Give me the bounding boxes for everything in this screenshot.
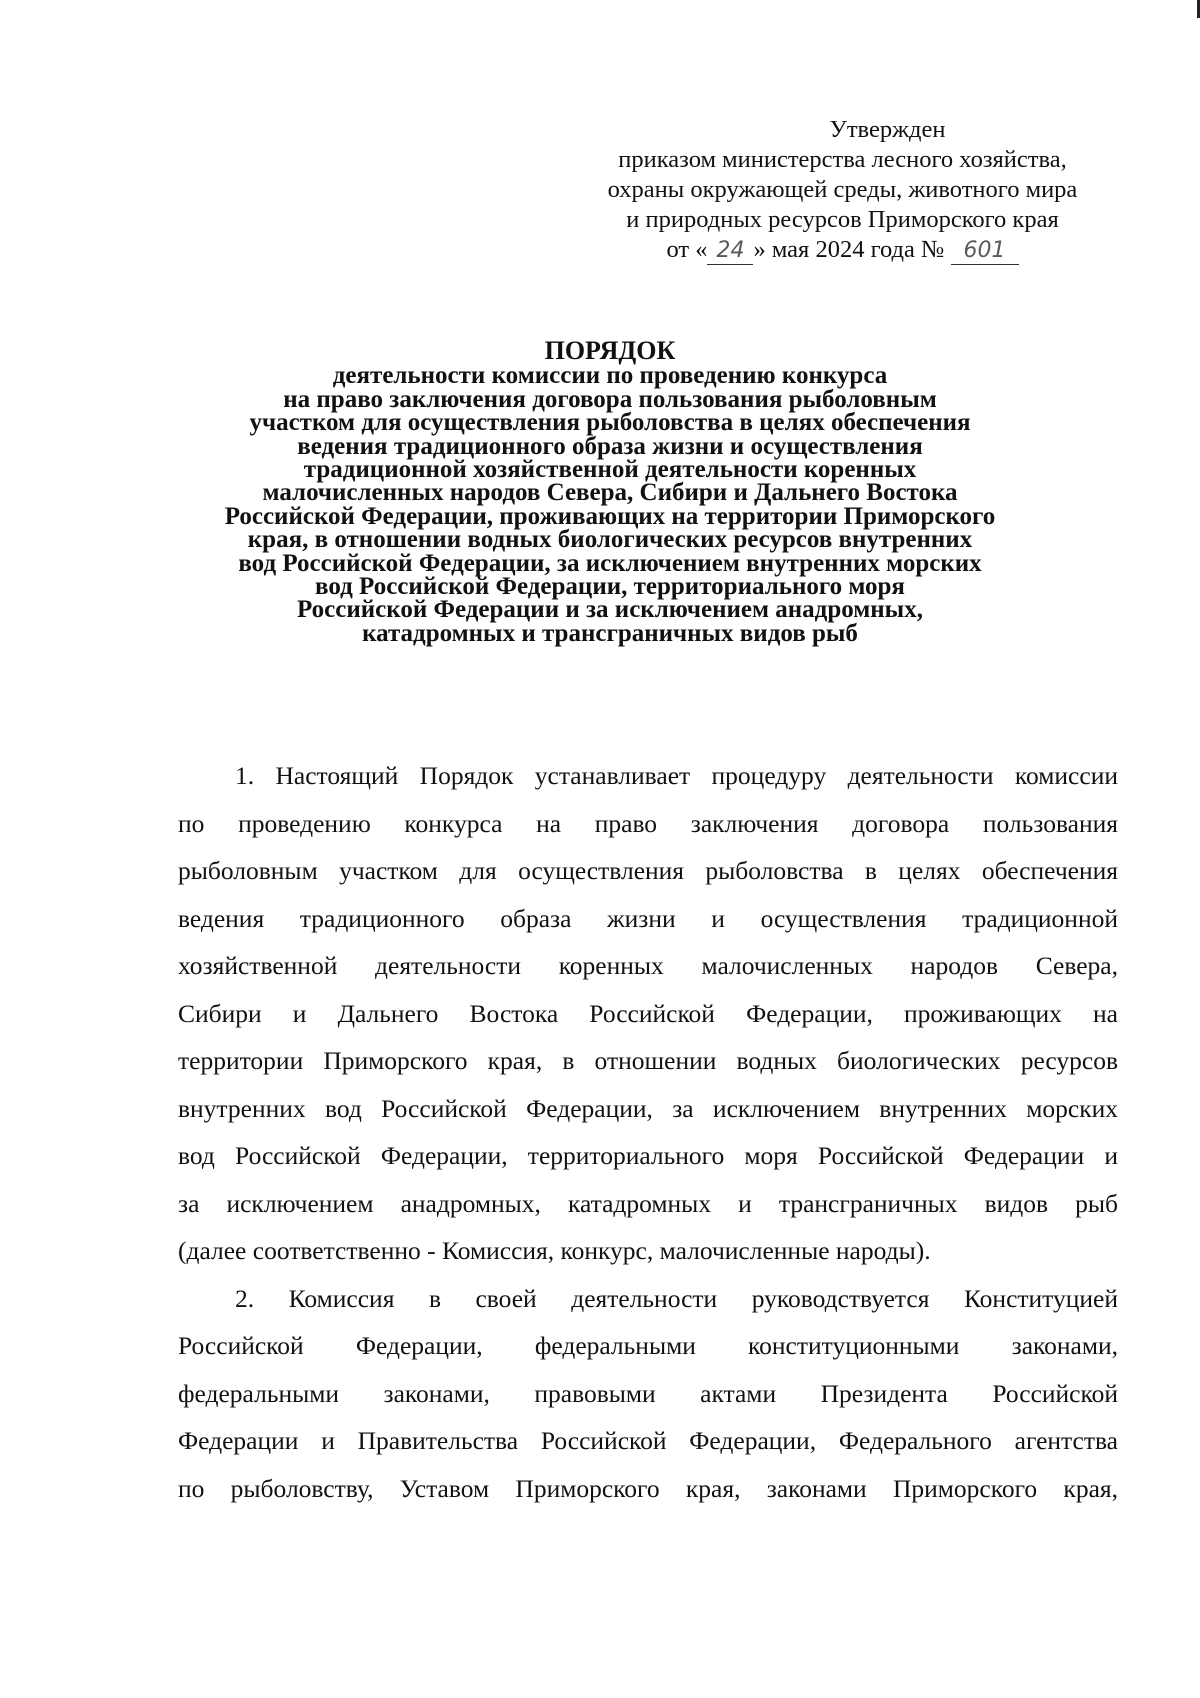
date-middle: » мая 2024 года №	[753, 236, 945, 263]
body-line: Федерации и Правительства Российской Федерации, Федерального агентства	[178, 1426, 1118, 1455]
handwritten-day: 24	[707, 238, 753, 265]
title-line: традиционной хозяйственной деятельности коренных	[303, 456, 917, 484]
body-line: территории Приморского края, в отношении водных биологических ресурсов	[178, 1046, 1118, 1075]
body-line: за исключением анадромных, катадромных и трансграничных видов рыб	[178, 1188, 1118, 1218]
approval-line: и природных ресурсов Приморского края	[626, 206, 1059, 233]
body-line: 1. Настоящий Порядок устанавливает процедуру деятельности комиссии	[235, 761, 1118, 790]
body-line: вод Российской Федерации, территориального моря Российской Федерации и	[178, 1141, 1118, 1170]
date-prefix: от «	[666, 236, 708, 263]
title-heading: ПОРЯДОК	[544, 336, 676, 365]
title-line: участком для осуществления рыболовства в целях обеспечения	[249, 409, 971, 437]
approval-date-line	[560, 235, 1125, 265]
body-line: рыболовным участком для осуществления рыболовства в целях обеспечения	[178, 856, 1118, 885]
approval-line: охраны окружающей среды, животного мира	[607, 176, 1078, 203]
body-line: федеральными законами, правовыми актами Президента Российской	[178, 1378, 1118, 1408]
title-line: Российской Федерации, проживающих на территории Приморского	[224, 502, 996, 530]
approval-heading: Утвержден	[829, 116, 946, 143]
title-line: края, в отношении водных биологических ресурсов внутренних	[247, 526, 973, 554]
title-line: Российской Федерации и за исключением анадромных,	[297, 596, 923, 624]
document-body	[178, 752, 1118, 1512]
approval-line: приказом министерства лесного хозяйства,	[618, 146, 1067, 173]
body-line: ведения традиционного образа жизни и осуществления традиционной	[178, 903, 1118, 933]
body-line: хозяйственной деятельности коренных малочисленных народов Севера,	[178, 951, 1118, 980]
title-line: вод Российской Федерации, за исключением внутренних морских	[238, 549, 982, 577]
body-line: Сибири и Дальнего Востока Российской Федерации, проживающих на	[178, 998, 1118, 1028]
handwritten-order-number: 601	[951, 238, 1019, 265]
approval-block	[560, 115, 1125, 265]
body-line: Российской Федерации, федеральными конституционными законами,	[178, 1331, 1118, 1360]
title-line: катадромных и трансграничных видов рыб	[362, 619, 858, 647]
document-title	[180, 336, 1040, 647]
title-line: вод Российской Федерации, территориального моря	[315, 573, 905, 601]
title-line: малочисленных народов Севера, Сибири и Дальнего Востока	[262, 479, 958, 507]
body-line: по рыболовству, Уставом Приморского края, законами Приморского края,	[178, 1473, 1118, 1503]
paragraph-2	[178, 1275, 1118, 1513]
paragraph-1	[178, 752, 1118, 1275]
title-line: ведения традиционного образа жизни и осуществления	[297, 432, 923, 460]
body-line: по проведению конкурса на право заключения договора пользования	[178, 808, 1118, 838]
title-line: на право заключения договора пользования рыболовным	[283, 385, 937, 413]
title-line: деятельности комиссии по проведению конкурса	[332, 362, 888, 390]
body-line: (далее соответственно - Комиссия, конкурс, малочисленные народы).	[178, 1236, 931, 1265]
body-line: внутренних вод Российской Федерации, за исключением внутренних морских	[178, 1093, 1118, 1123]
body-line: 2. Комиссия в своей деятельности руководствуется Конституцией	[235, 1283, 1118, 1313]
